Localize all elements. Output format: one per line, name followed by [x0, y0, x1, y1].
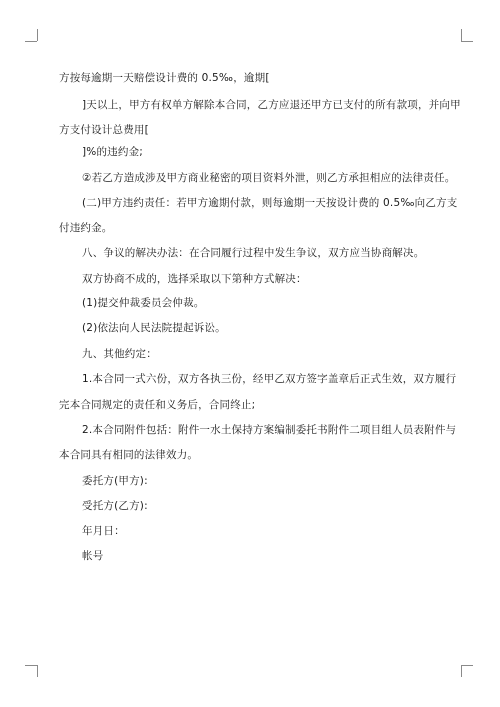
paragraph-line: 本合同具有相同的法律效力。 [59, 449, 199, 461]
crop-mark-top-left-vertical [37, 29, 38, 41]
paragraph-line: ]%的违约金; [82, 146, 144, 158]
client-signature-label: 委托方(甲方): [82, 475, 148, 487]
account-label: 帐号 [82, 550, 104, 562]
paragraph-line: (1)提交仲裁委员会仲裁。 [82, 297, 205, 309]
paragraph-line: ②若乙方造成涉及甲方商业秘密的项目资料外泄，则乙方承担相应的法律责任。 [82, 172, 456, 184]
paragraph-line: 双方协商不成的，选择采取以下第种方式解决： [82, 273, 307, 285]
paragraph-line: 完本合同规定的责任和义务后，合同终止; [59, 399, 256, 411]
section-heading-9: 九、其他约定： [82, 348, 157, 360]
crop-mark-bottom-right-horizontal [461, 665, 473, 666]
paragraph-line: ]天以上，甲方有权单方解除本合同，乙方应退还甲方已支付的所有款项，并向甲 [82, 99, 461, 111]
contractor-signature-label: 受托方(乙方): [82, 500, 148, 512]
section-heading-8: 八、争议的解决办法：在合同履行过程中发生争议，双方应当协商解决。 [82, 247, 425, 259]
crop-mark-bottom-right-vertical [461, 665, 462, 677]
crop-mark-bottom-left-horizontal [25, 665, 37, 666]
date-label: 年月日： [82, 525, 125, 537]
paragraph-line: 付违约金。 [59, 222, 113, 234]
paragraph-line: 2.本合同附件包括：附件一水土保持方案编制委托书附件二项目组人员表附件与 [82, 424, 457, 436]
crop-mark-top-right-vertical [461, 29, 462, 41]
paragraph-line: 方支付设计总费用[ [59, 124, 149, 136]
paragraph-line: (二)甲方违约责任：若甲方逾期付款，则每逾期一天按设计费的 0.5‰向乙方支 [82, 197, 458, 209]
paragraph-line: (2)依法向人民法院提起诉讼。 [82, 322, 226, 334]
crop-mark-top-right-horizontal [461, 41, 473, 42]
crop-mark-bottom-left-vertical [37, 665, 38, 677]
paragraph-line: 方按每逾期一天赔偿设计费的 0.5‰，逾期[ [59, 72, 270, 84]
crop-mark-top-left-horizontal [25, 41, 37, 42]
paragraph-line: 1.本合同一式六份，双方各执三份，经甲乙双方签字盖章后正式生效，双方履行 [82, 373, 457, 385]
